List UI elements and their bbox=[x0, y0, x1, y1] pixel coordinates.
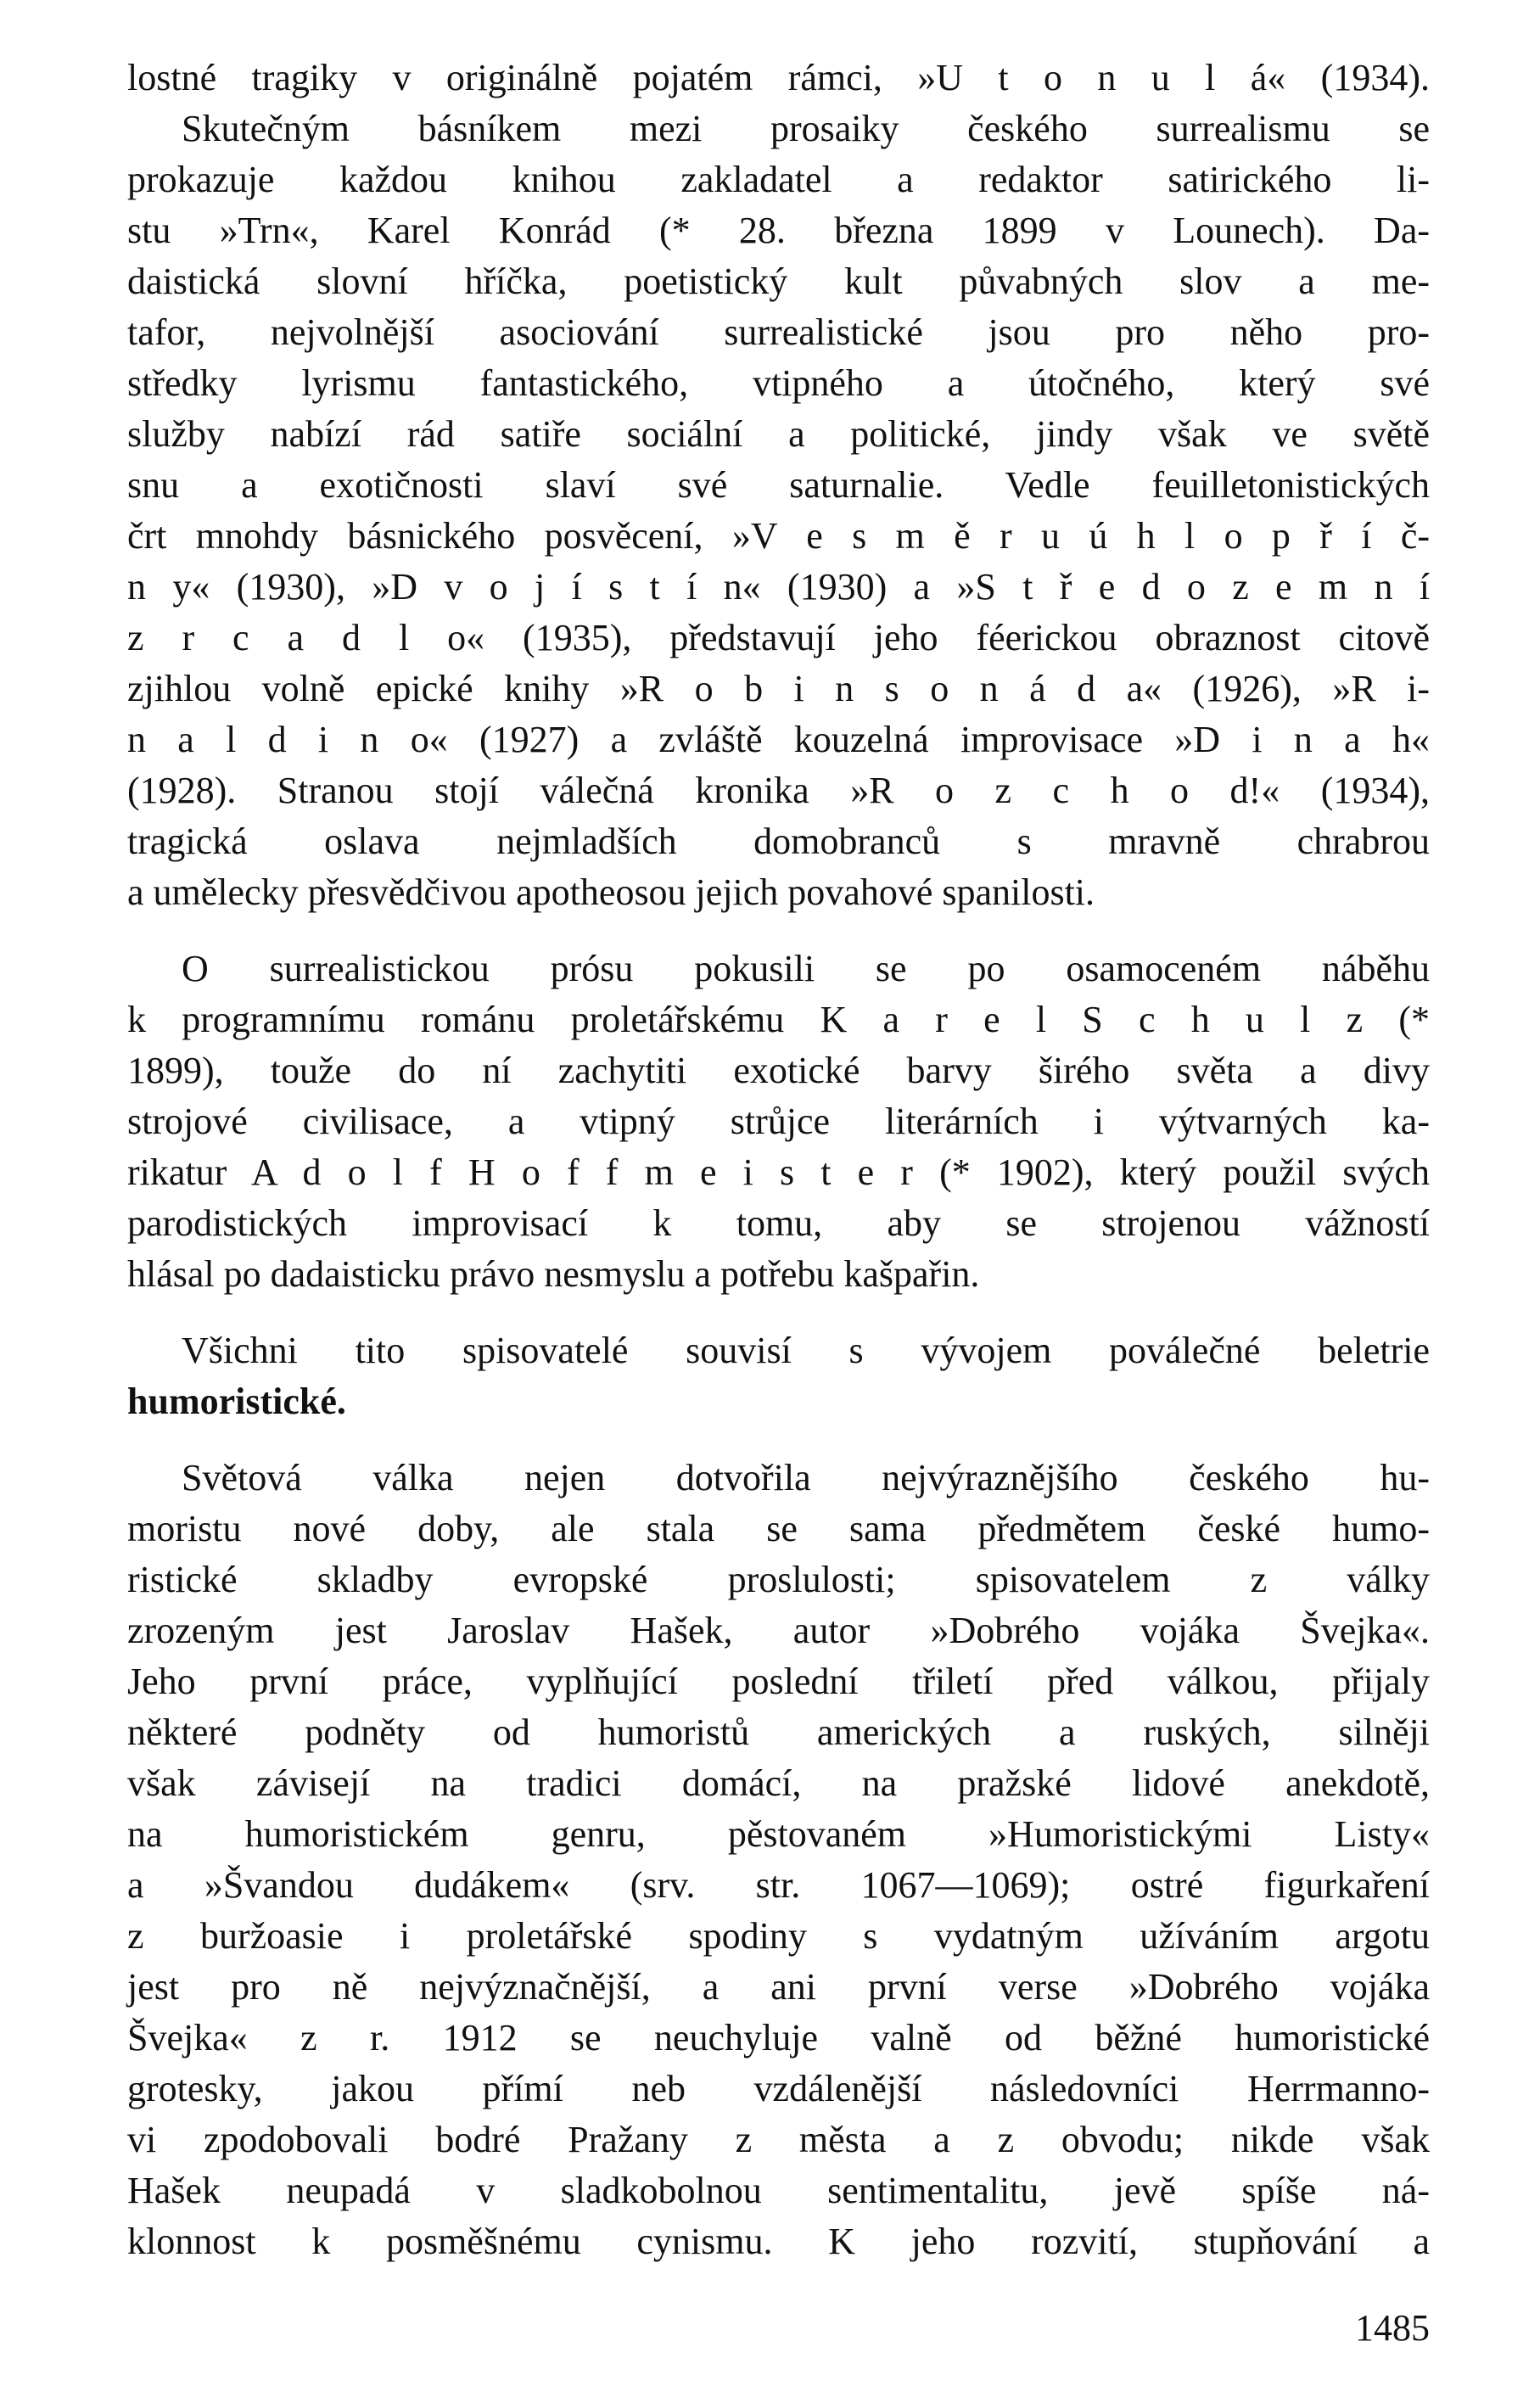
text-line: na humoristickém genru, pěstovaném »Humoristickými Listy« bbox=[127, 1813, 1430, 1855]
text-line: jest pro ně nejvýznačnější, a ani první verse »Dobrého vojáka bbox=[127, 1966, 1430, 2008]
text-line: n a l d i n o« (1927) a zvláště kouzelná improvisace »D i n a h« bbox=[127, 719, 1430, 760]
text-line: z buržoasie i proletářské spodiny s vydatným užíváním argotu bbox=[127, 1915, 1430, 1957]
text-line: Švejka« z r. 1912 se neuchyluje valně od běžné humoristické bbox=[127, 2017, 1430, 2059]
text-line: zjihlou volně epické knihy »R o b i n s o n á d a« (1926), »R i- bbox=[127, 668, 1430, 709]
page-number: 1485 bbox=[1355, 2307, 1430, 2349]
text-line: humoristické. bbox=[127, 1381, 346, 1422]
text-line: vi zpodobovali bodré Pražany z města a z obvodu; nikde však bbox=[127, 2119, 1430, 2160]
body-text bbox=[127, 53, 1430, 2267]
text-line: Jeho první práce, vyplňující poslední třiletí před válkou, přijaly bbox=[127, 1661, 1430, 1702]
text-line: prokazuje každou knihou zakladatel a redaktor satirického li- bbox=[127, 159, 1430, 200]
text-line: klonnost k posměšnému cynismu. K jeho rozvití, stupňování a bbox=[127, 2221, 1430, 2262]
text-line: (1928). Stranou stojí válečná kronika »R o z c h o d!« (1934), bbox=[127, 770, 1430, 811]
text-line: ristické skladby evropské proslulosti; spisovatelem z války bbox=[127, 1559, 1430, 1600]
text-line: středky lyrismu fantastického, vtipného a útočného, který své bbox=[127, 362, 1430, 404]
text-line: moristu nové doby, ale stala se sama předmětem české humo- bbox=[127, 1508, 1430, 1549]
paragraph-humor-intro bbox=[127, 1325, 1430, 1427]
text-line: Hašek neupadá v sladkobolnou sentimentalitu, jevě spíše ná- bbox=[127, 2170, 1430, 2211]
paragraph-konrad bbox=[127, 53, 1430, 918]
text-line: Skutečným básníkem mezi prosaiky českého surrealismu se bbox=[182, 108, 1430, 149]
text-line: tragická oslava nejmladších domobranců s mravně chrabrou bbox=[127, 821, 1430, 862]
text-line: tafor, nejvolnější asociování surrealistické jsou pro něho pro- bbox=[127, 311, 1430, 353]
text-line: některé podněty od humoristů amerických a ruských, silněji bbox=[127, 1711, 1430, 1753]
text-line: rikatur A d o l f H o f f m e i s t e r (* 1902), který použil svých bbox=[127, 1151, 1430, 1193]
paragraph-hasek bbox=[127, 1453, 1430, 2267]
text-line: 1899), touže do ní zachytiti exotické barvy širého světa a divy bbox=[127, 1050, 1430, 1091]
text-line: n y« (1930), »D v o j í s t í n« (1930) a »S t ř e d o z e m n í bbox=[127, 566, 1430, 608]
text-line: stu »Trn«, Karel Konrád (* 28. března 1899 v Lounech). Da- bbox=[127, 210, 1430, 251]
text-line: a umělecky přesvědčivou apotheosou jejich povahové spanilosti. bbox=[127, 871, 1095, 913]
paragraph-gap bbox=[127, 1427, 1430, 1453]
text-line: grotesky, jakou přímí neb vzdálenější následovníci Herrmanno- bbox=[127, 2068, 1430, 2109]
text-line: zrozeným jest Jaroslav Hašek, autor »Dobrého vojáka Švejka«. bbox=[127, 1610, 1430, 1651]
text-line: Všichni tito spisovatelé souvisí s vývojem poválečné beletrie bbox=[182, 1330, 1430, 1371]
paragraph-gap bbox=[127, 1300, 1430, 1325]
text-line: snu a exotičnosti slaví své saturnalie. Vedle feuilletonistických bbox=[127, 464, 1430, 506]
text-line: črt mnohdy básnického posvěcení, »V e s m ě r u ú h l o p ř í č- bbox=[127, 515, 1430, 557]
text-line: strojové civilisace, a vtipný strůjce literárních i výtvarných ka- bbox=[127, 1101, 1430, 1142]
text-line: k programnímu románu proletářskému K a r e l S c h u l z (* bbox=[127, 999, 1430, 1040]
paragraph-schulz-hoffmeister bbox=[127, 944, 1430, 1300]
text-line: parodistických improvisací k tomu, aby se strojenou vážností bbox=[127, 1202, 1430, 1244]
text-line: však závisejí na tradici domácí, na pražské lidové anekdotě, bbox=[127, 1762, 1430, 1804]
text-line: služby nabízí rád satiře sociální a politické, jindy však ve světě bbox=[127, 413, 1430, 455]
text-line: Světová válka nejen dotvořila nejvýraznějšího českého hu- bbox=[182, 1457, 1430, 1498]
text-line: daistická slovní hříčka, poetistický kult půvabných slov a me- bbox=[127, 260, 1430, 302]
text-line: hlásal po dadaisticku právo nesmyslu a potřebu kašpařin. bbox=[127, 1253, 980, 1295]
paragraph-gap bbox=[127, 918, 1430, 944]
text-line: O surrealistickou prósu pokusili se po osamoceném náběhu bbox=[182, 948, 1430, 989]
text-line: z r c a d l o« (1935), představují jeho féerickou obraznost citově bbox=[127, 617, 1430, 658]
text-line: a »Švandou dudákem« (srv. str. 1067—1069); ostré figurkaření bbox=[127, 1864, 1430, 1906]
text-line: lostné tragiky v originálně pojatém rámci, »U t o n u l á« (1934). bbox=[127, 57, 1430, 98]
